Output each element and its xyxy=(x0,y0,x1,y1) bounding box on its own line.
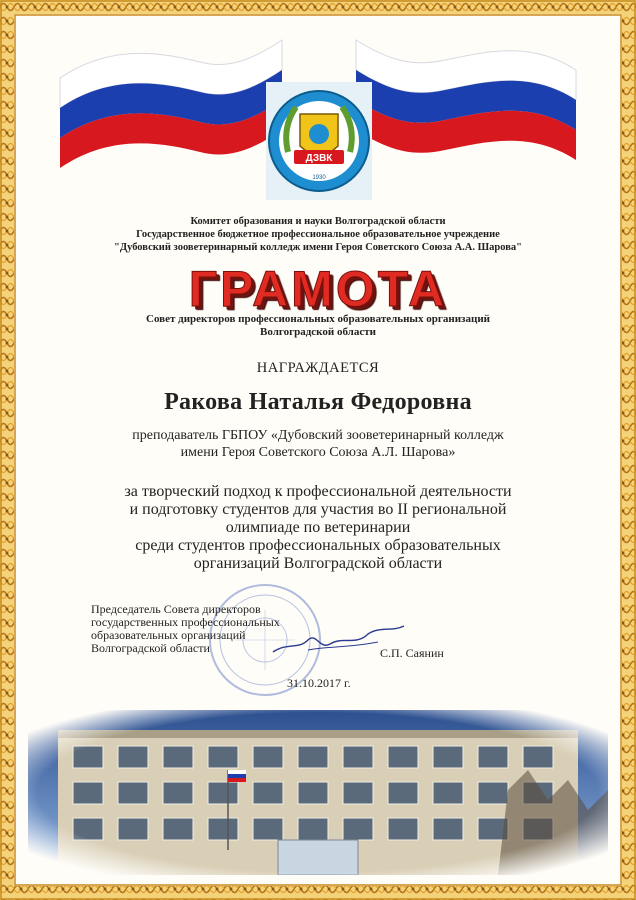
header-line: "Дубовский зооветеринарный колледж имени Героя Советского Союза А.А. Шарова" xyxy=(114,242,522,253)
council-line: Совет директоров профессиональных образовательных организаций xyxy=(146,313,490,325)
signatory-line: Волгоградской области xyxy=(91,641,210,655)
signatory-name: С.П. Саянин xyxy=(380,646,444,660)
council-line: Волгоградской области xyxy=(260,326,376,338)
signatory-title xyxy=(91,603,280,655)
recipient-name: Ракова Наталья Федоровна xyxy=(164,389,472,415)
reason-line: и подготовку студентов для участия во II региональной xyxy=(129,501,507,518)
position-line: преподаватель ГБПОУ «Дубовский зооветеринарный колледж xyxy=(132,428,504,443)
awarded-label: НАГРАЖДАЕТСЯ xyxy=(256,360,380,376)
reason-line: олимпиаде по ветеринарии xyxy=(225,519,411,536)
header-line: Комитет образования и науки Волгоградской области xyxy=(190,216,446,227)
council-name xyxy=(0,313,636,339)
recipient-position xyxy=(0,427,636,461)
college-emblem-icon xyxy=(266,82,372,200)
organization-header xyxy=(0,215,636,254)
signatory-line: Председатель Совета директоров xyxy=(91,602,261,616)
signatory-line: образовательных организаций xyxy=(91,628,246,642)
award-reason xyxy=(0,483,636,573)
reason-line: за творческий подход к профессиональной деятельности xyxy=(124,483,512,500)
svg-text:ДЗВК: ДЗВК xyxy=(305,153,333,164)
issue-date: 31.10.2017 г. xyxy=(287,676,351,690)
position-line: имени Героя Советского Союза А.Л. Шарова» xyxy=(180,445,456,460)
header-line: Государственное бюджетное профессиональное образовательное учреждение xyxy=(136,229,500,240)
signatory-line: государственных профессиональных xyxy=(91,615,280,629)
certificate-title: ГРАМОТА xyxy=(188,261,448,317)
college-building-photo xyxy=(28,710,608,875)
svg-text:1930: 1930 xyxy=(312,175,326,181)
reason-line: организаций Волгоградской области xyxy=(193,555,443,572)
reason-line: среди студентов профессиональных образовательных xyxy=(135,537,501,554)
right-flag xyxy=(356,40,576,160)
left-flag xyxy=(60,40,282,168)
